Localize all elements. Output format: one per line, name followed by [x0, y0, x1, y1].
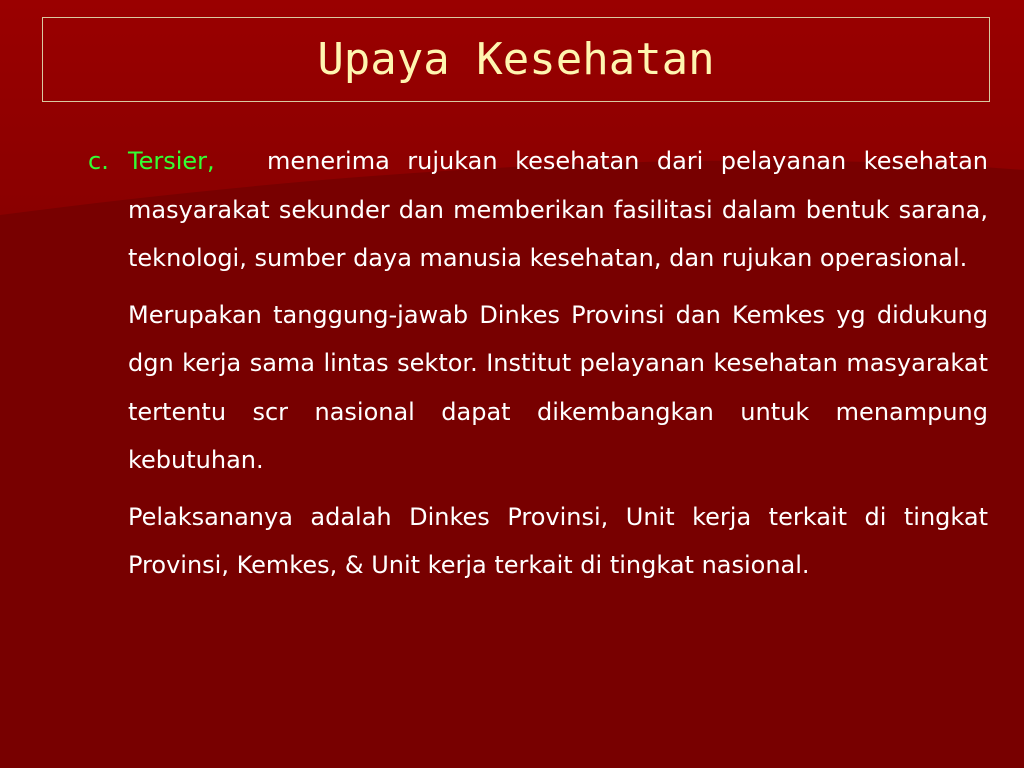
list-marker: c. [88, 147, 109, 175]
list-item-tersier [88, 137, 988, 283]
paragraph-responsibility: Merupakan tanggung-jawab Dinkes Provinsi dan Kemkes yg didukung dgn kerja sama lintas sektor. Institut pelayanan kesehatan masyarakat tertentu scr nasional dapat dikembangkan untuk menampung kebutuhan. [128, 300, 988, 474]
paragraph-implementer: Pelaksananya adalah Dinkes Provinsi, Unit kerja terkait di tingkat Provinsi, Kemkes, & Unit kerja terkait di tingkat nasional. [128, 502, 988, 579]
slide-content [88, 137, 988, 590]
slide-title: Upaya Kesehatan [317, 33, 715, 85]
title-box [42, 17, 990, 102]
item-description: menerima rujukan kesehatan dari pelayanan kesehatan masyarakat sekunder dan memberikan fasilitasi dalam bentuk sarana, teknologi, sumber daya manusia kesehatan, dan rujukan operasional. [128, 147, 988, 272]
list-item-body [128, 137, 988, 283]
term-highlight: Tersier, [128, 147, 215, 175]
